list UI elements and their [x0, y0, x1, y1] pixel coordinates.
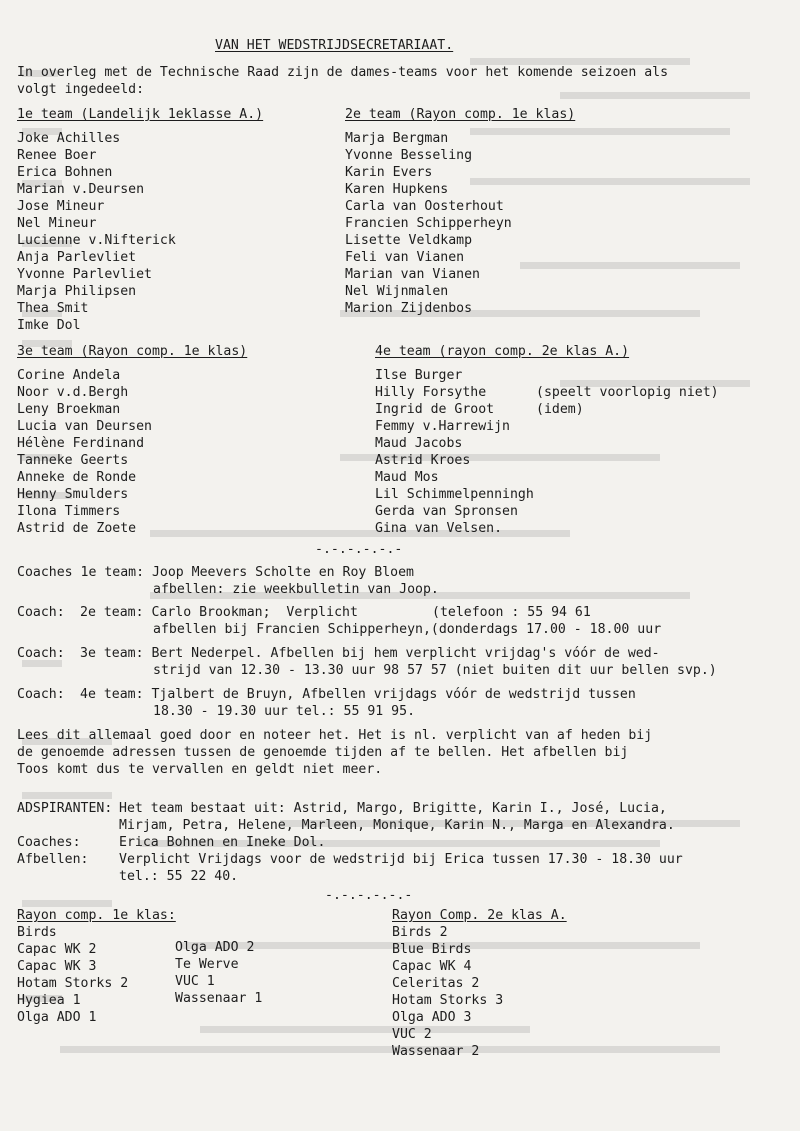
team2-player: Marian van Vianen	[345, 267, 480, 282]
team3-player: Lucia van Deursen	[17, 419, 152, 434]
team2-heading: 2e team (Rayon comp. 1e klas)	[345, 107, 576, 122]
coach-team3-line1: 3e team: Bert Nederpel. Afbellen bij hem verplicht vrijdag's vóór de wed-	[80, 646, 660, 661]
team3-player: Leny Broekman	[17, 402, 121, 417]
team1-player: Thea Smit	[17, 301, 89, 316]
coach-team1-line2: afbellen: zie weekbulletin van Joop.	[153, 582, 439, 597]
rayon1-team: Te Werve	[175, 957, 239, 972]
team1-player: Lucienne v.Nifterick	[17, 233, 176, 248]
team3-player: Henny Smulders	[17, 487, 129, 502]
rayon1-team: Capac WK 2	[17, 942, 97, 957]
aspiranten-afbellen-line-1: Verplicht Vrijdags voor de wedstrijd bij Erica tussen 17.30 - 18.30 uur	[119, 852, 683, 867]
team4-player: Gina van Velsen.	[375, 521, 503, 536]
team4-note: (idem)	[536, 402, 584, 417]
coach-team2-line2: afbellen bij Francien Schipperheyn,(donderdags 17.00 - 18.00 uur	[153, 622, 662, 637]
aspiranten-coaches: Erica Bohnen en Ineke Dol.	[119, 835, 326, 850]
rayon2-team: Celeritas 2	[392, 976, 480, 991]
team4-player: Hilly Forsythe	[375, 385, 487, 400]
rayon2-team: Birds 2	[392, 925, 448, 940]
rayon2-team: Blue Birds	[392, 942, 472, 957]
team4-player: Maud Mos	[375, 470, 439, 485]
notice-line-1: Lees dit allemaal goed door en noteer het. Het is nl. verplicht van af heden bij	[17, 728, 653, 743]
team1-heading: 1e team (Landelijk 1eklasse A.)	[17, 107, 264, 122]
team2-player: Lisette Veldkamp	[345, 233, 473, 248]
coach-team2-phone: (telefoon : 55 94 61	[432, 605, 591, 620]
team4-player: Gerda van Spronsen	[375, 504, 518, 519]
coach-team2-line1: 2e team: Carlo Brookman; Verplicht	[80, 605, 358, 620]
team4-player: Ingrid de Groot	[375, 402, 495, 417]
rayon1-team: Hotam Storks 2	[17, 976, 129, 991]
team2-player: Karin Evers	[345, 165, 433, 180]
coach-label: Coach:	[17, 646, 65, 661]
coach-label: Coach:	[17, 605, 65, 620]
intro-line-1: In overleg met de Technische Raad zijn de dames-teams voor het komende seizoen als	[17, 65, 669, 80]
team3-player: Anneke de Ronde	[17, 470, 137, 485]
team2-player: Yvonne Besseling	[345, 148, 473, 163]
aspiranten-afbellen-label: Afbellen:	[17, 852, 89, 867]
rayon1-team: VUC 1	[175, 974, 215, 989]
team2-player: Carla van Oosterhout	[345, 199, 504, 214]
team1-player: Erica Bohnen	[17, 165, 113, 180]
coach-label: Coach:	[17, 687, 65, 702]
rayon2-heading: Rayon Comp. 2e klas A.	[392, 908, 567, 923]
team1-player: Imke Dol	[17, 318, 81, 333]
notice-line-3: Toos komt dus te vervallen en geldt niet meer.	[17, 762, 383, 777]
separator: -.-.-.-.-.-	[325, 888, 413, 903]
team4-heading: 4e team (rayon comp. 2e klas A.)	[375, 344, 630, 359]
team3-player: Tanneke Geerts	[17, 453, 129, 468]
rayon2-team: Hotam Storks 3	[392, 993, 504, 1008]
separator: -.-.-.-.-.-	[315, 542, 403, 557]
team4-player: Lil Schimmelpenningh	[375, 487, 534, 502]
team2-player: Marja Bergman	[345, 131, 449, 146]
aspiranten-label: ADSPIRANTEN:	[17, 801, 113, 816]
team3-player: Noor v.d.Bergh	[17, 385, 129, 400]
team3-player: Ilona Timmers	[17, 504, 121, 519]
team4-player: Maud Jacobs	[375, 436, 463, 451]
team3-player: Astrid de Zoete	[17, 521, 137, 536]
team1-player: Joke Achilles	[17, 131, 121, 146]
notice-line-2: de genoemde adressen tussen de genoemde tijden af te bellen. Het afbellen bij	[17, 745, 629, 760]
coach-team4-line1: 4e team: Tjalbert de Bruyn, Afbellen vrijdags vóór de wedstrijd tussen	[80, 687, 636, 702]
team1-player: Jose Mineur	[17, 199, 105, 214]
rayon1-heading: Rayon comp. 1e klas:	[17, 908, 176, 923]
rayon2-team: Capac WK 4	[392, 959, 472, 974]
team1-player: Marja Philipsen	[17, 284, 137, 299]
team2-player: Nel Wijnmalen	[345, 284, 449, 299]
team3-heading: 3e team (Rayon comp. 1e klas)	[17, 344, 248, 359]
team2-player: Marion Zijdenbos	[345, 301, 473, 316]
intro-line-2: volgt ingedeeld:	[17, 82, 145, 97]
rayon1-team: Birds	[17, 925, 57, 940]
aspiranten-line-1: Het team bestaat uit: Astrid, Margo, Brigitte, Karin I., José, Lucia,	[119, 801, 667, 816]
team4-player: Astrid Kroes	[375, 453, 471, 468]
rayon1-team: Hygiea 1	[17, 993, 81, 1008]
team1-player: Yvonne Parlevliet	[17, 267, 152, 282]
team2-player: Francien Schipperheyn	[345, 216, 512, 231]
team4-player: Femmy v.Harrewijn	[375, 419, 510, 434]
rayon1-team: Capac WK 3	[17, 959, 97, 974]
coach-team4-line2: 18.30 - 19.30 uur tel.: 55 91 95.	[153, 704, 416, 719]
rayon1-team: Olga ADO 1	[17, 1010, 97, 1025]
team4-player: Ilse Burger	[375, 368, 463, 383]
team2-player: Feli van Vianen	[345, 250, 465, 265]
rayon2-team: Olga ADO 3	[392, 1010, 472, 1025]
team1-player: Renee Boer	[17, 148, 97, 163]
coach-team1-line1: Coaches 1e team: Joop Meevers Scholte en Roy Bloem	[17, 565, 414, 580]
aspiranten-afbellen-line-2: tel.: 55 22 40.	[119, 869, 239, 884]
aspiranten-line-2: Mirjam, Petra, Helene, Marleen, Monique, Karin N., Marga en Alexandra.	[119, 818, 675, 833]
team1-player: Nel Mineur	[17, 216, 97, 231]
team4-note: (speelt voorlopig niet)	[536, 385, 719, 400]
aspiranten-coaches-label: Coaches:	[17, 835, 81, 850]
rayon1-team: Olga ADO 2	[175, 940, 255, 955]
team1-player: Anja Parlevliet	[17, 250, 137, 265]
rayon2-team: VUC 2	[392, 1027, 432, 1042]
coach-team3-line2: strijd van 12.30 - 13.30 uur 98 57 57 (niet buiten dit uur bellen svp.)	[153, 663, 717, 678]
team3-player: Hélène Ferdinand	[17, 436, 145, 451]
document-title: VAN HET WEDSTRIJDSECRETARIAAT.	[215, 38, 454, 53]
team3-player: Corine Andela	[17, 368, 121, 383]
rayon1-team: Wassenaar 1	[175, 991, 263, 1006]
team1-player: Marian v.Deursen	[17, 182, 145, 197]
team2-player: Karen Hupkens	[345, 182, 449, 197]
rayon2-team: Wassenaar 2	[392, 1044, 480, 1059]
